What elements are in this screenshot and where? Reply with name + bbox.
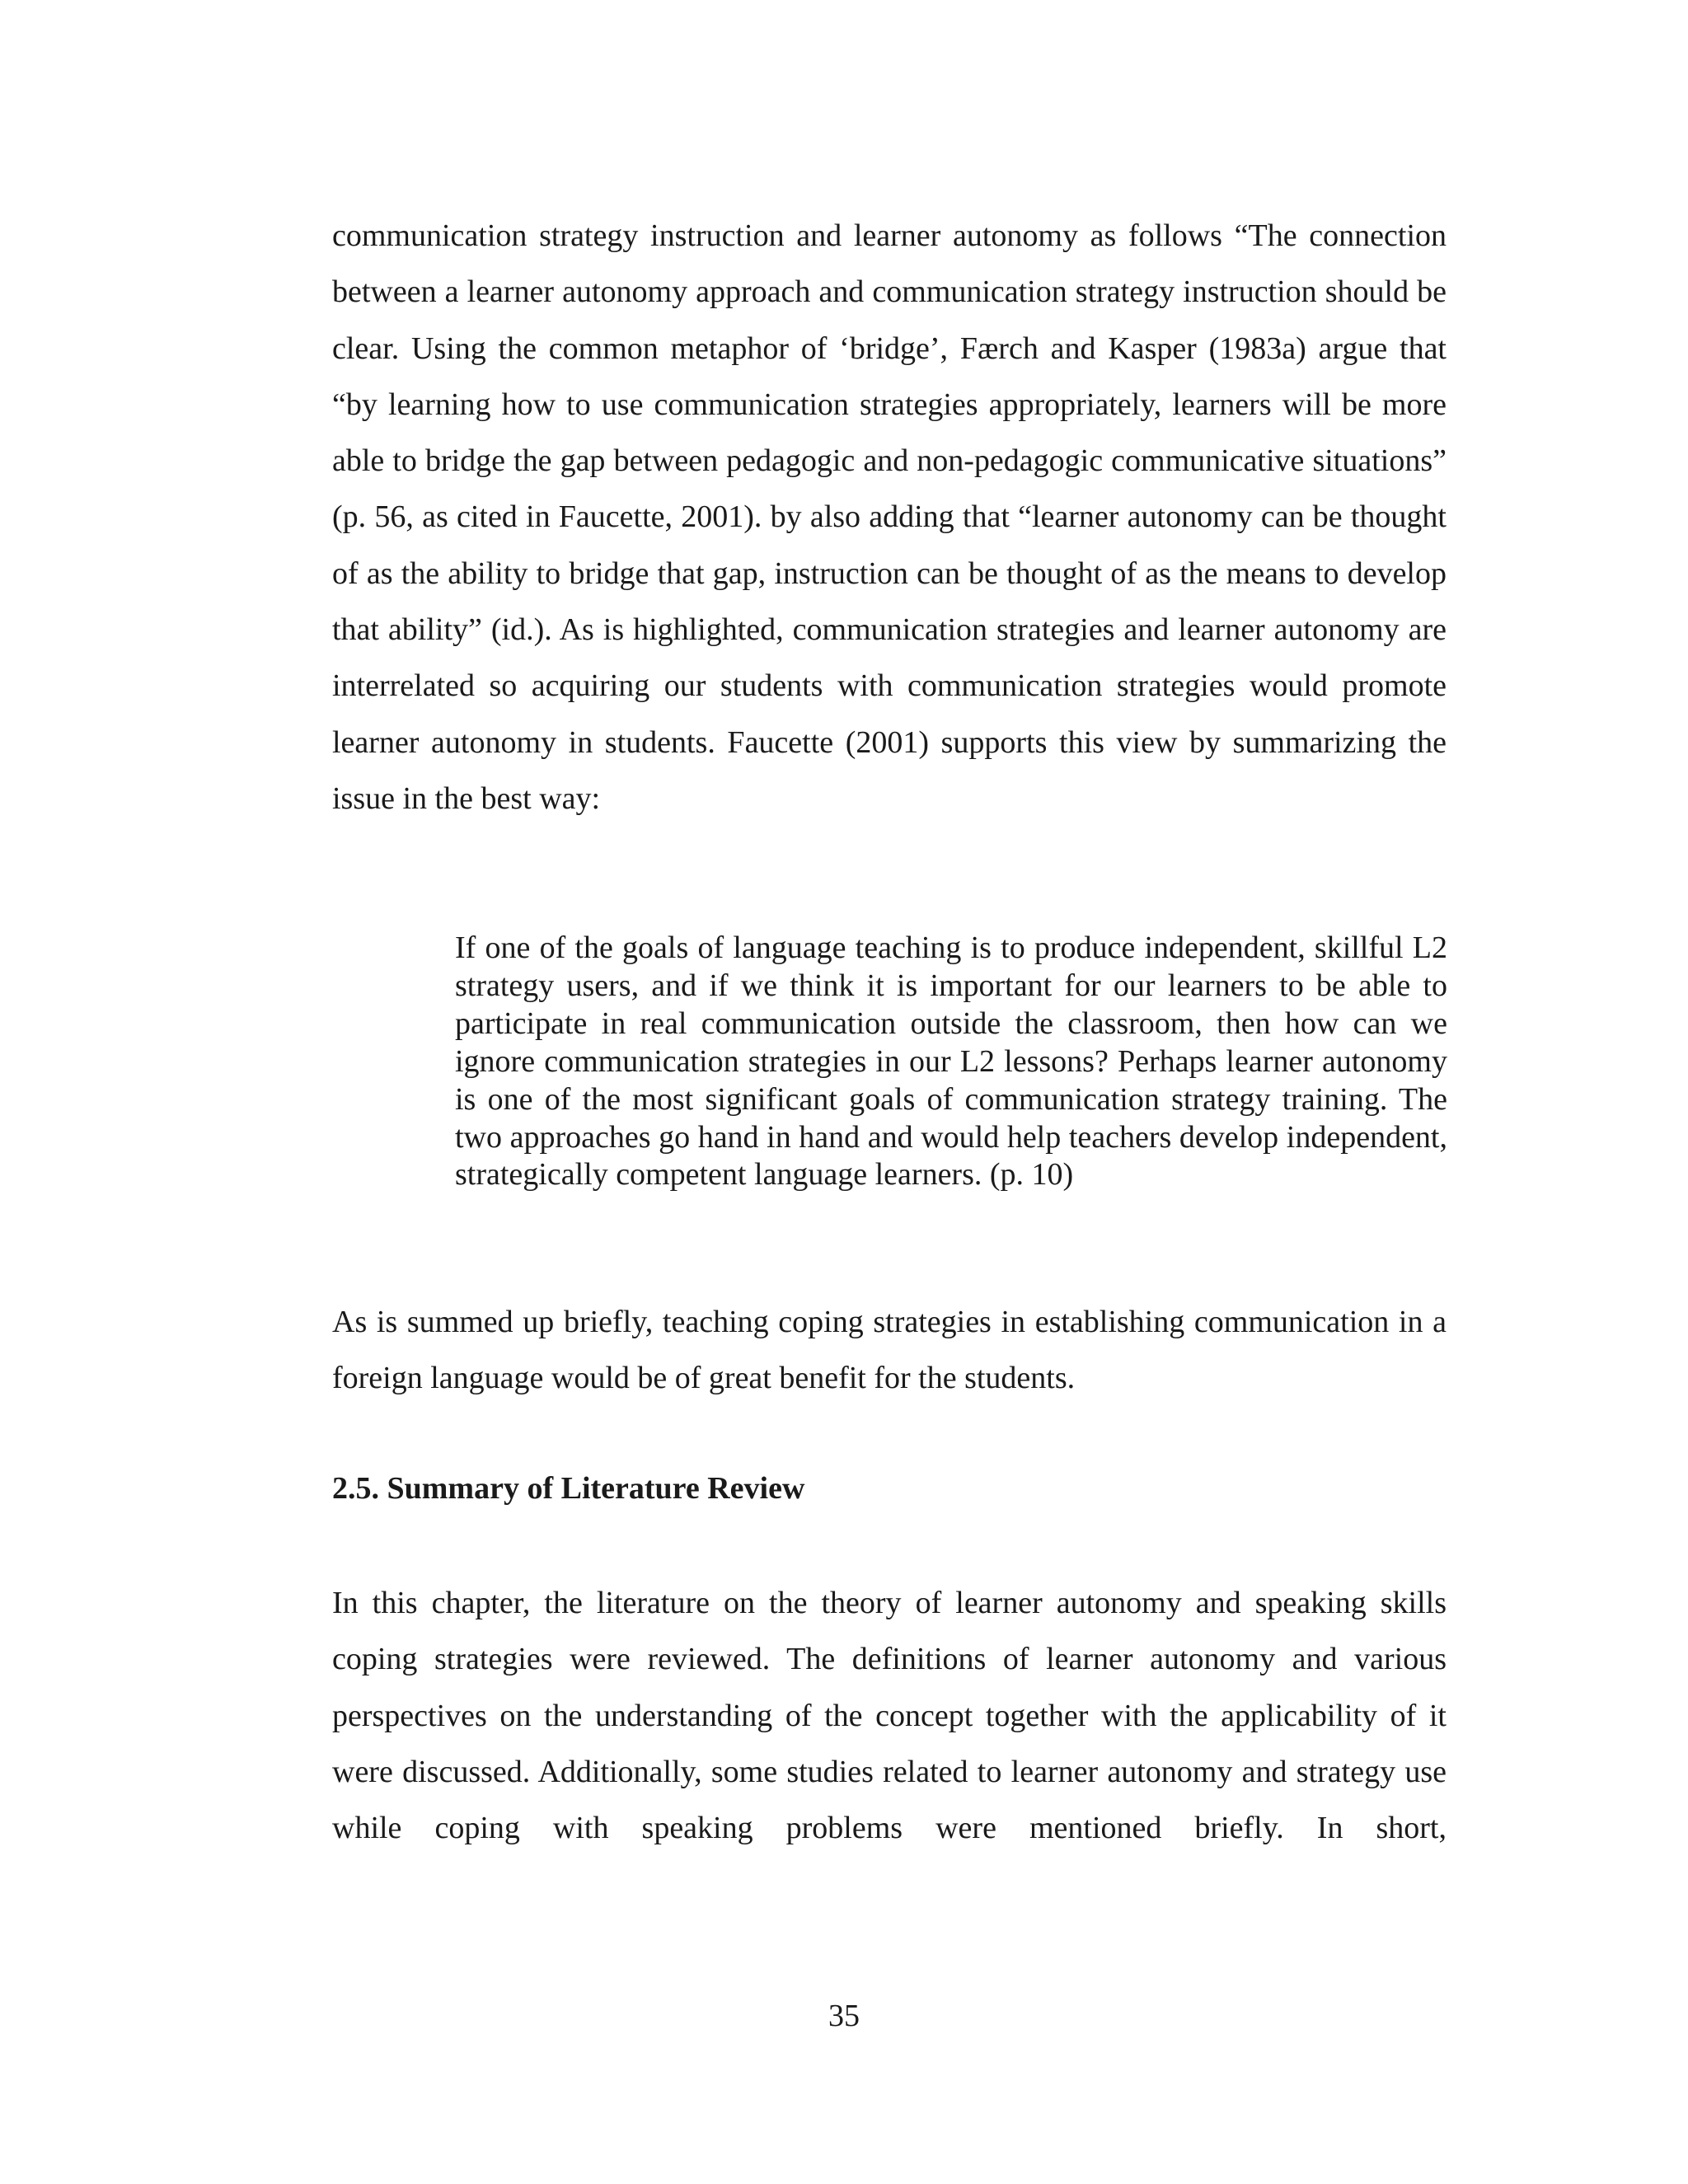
body-paragraph-summary-sentence: As is summed up briefly, teaching coping strategies in establishing communication in a foreign language would be of great benefit for the students. [332,1305,1447,1396]
section-heading: 2.5. Summary of Literature Review [332,1471,805,1506]
body-paragraph-communication-strategies: communication strategy instruction and learner autonomy as follows “The connection between a learner autonomy approach and communication strategy instruction should be clear. Using the common metaphor of ‘bridge’, Færch and Kasper (1983a) argue that “by learning how to use communication strategies appropriately, learners will be more able to bridge the gap between pedagogic and non-pedagogic communicative situations” (p. 56, as cited in Faucette, 2001). by also adding that “learner autonomy can be thought of as the ability to bridge that gap, instruction can be thought of as the means to develop that ability” (id.). As is highlighted, communication strategies and learner autonomy are interrelated so acquiring our students with communication strategies would promote learner autonomy in students. Faucette (2001) supports this view by summarizing the issue in the best way: [332,218,1447,816]
block-quote-faucette: If one of the goals of language teaching is to produce independent, skillful L2 strategy users, and if we think it is important for our learners to be able to participate in real communication outside the classroom, then how can we ignore communication strategies in our L2 lessons? Perhaps learner autonomy is one of the most significant goals of communication strategy training. The two approaches go hand in hand and would help teachers develop independent, strategically competent language learners. (p. 10) [455,930,1447,1193]
body-paragraph-chapter-summary: In this chapter, the literature on the theory of learner autonomy and speaking skills coping strategies were reviewed. The definitions of learner autonomy and various perspectives on the understanding of the concept together with the applicability of it were discussed. Additionally, some studies related to learner autonomy and strategy use while coping with speaking problems were mentioned briefly. In short, [332,1586,1447,1846]
page-number: 35 [828,1999,860,2033]
